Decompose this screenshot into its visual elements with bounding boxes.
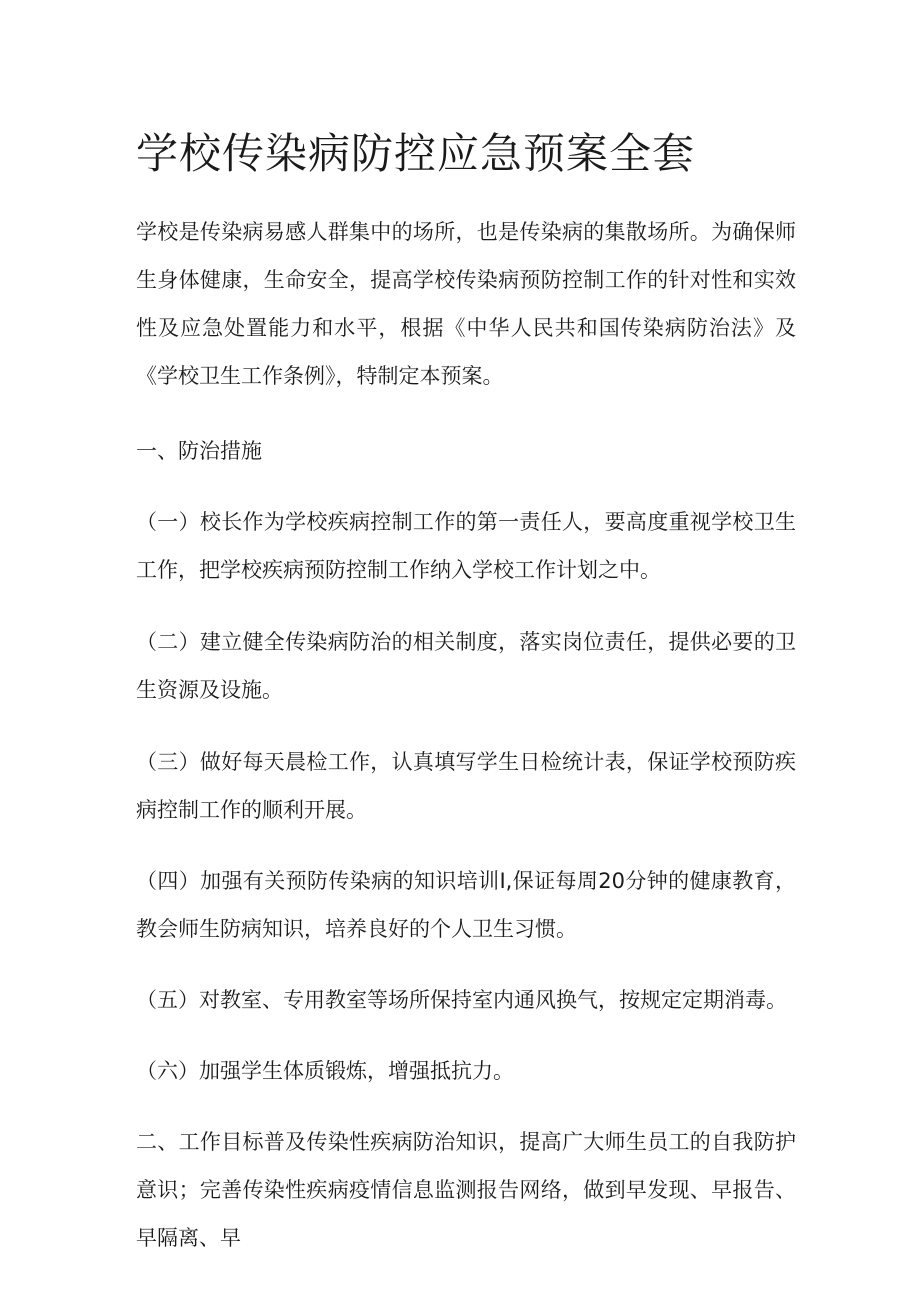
measure-item-2: （二）建立健全传染病防治的相关制度，落实岗位责任，提供必要的卫生资源及设施。 [136,630,796,702]
measure-item-5: （五）对教室、专用教室等场所保持室内通风换气，按规定定期消毒。 [136,988,787,1012]
section-work-goals: 二、工作目标普及传染性疾病防治知识，提高广大师生员工的自我防护意识；完善传染性疾病疫情信息监测报告网络，做到早发现、早报告、早隔离、早 [136,1130,796,1250]
measure-item-4: （四）加强有关预防传染病的知识培训I,保证每周20分钟的健康教育，教会师生防病知识，培养良好的个人卫生习惯。 [136,869,796,941]
document-title: 学校传染病防控应急预案全套 [136,129,696,178]
section-heading-prevention: 一、防治措施 [136,439,262,463]
measure-item-3: （三）做好每天晨检工作，认真填写学生日检统计表，保证学校预防疾病控制工作的顺利开展。 [136,750,796,822]
measure-item-1: （一）校长作为学校疾病控制工作的第一责任人，要高度重视学校卫生工作，把学校疾病预防控制工作纳入学校工作计划之中。 [136,510,796,582]
intro-paragraph: 学校是传染病易感人群集中的场所，也是传染病的集散场所。为确保师生身体健康，生命安全，提高学校传染病预防控制工作的针对性和实效性及应急处置能力和水平，根据《中华人民共和国传染病防治法》及《学校卫生工作条例》，特制定本预案。 [136,220,796,388]
measure-item-6: （六）加强学生体质锻炼，增强抵抗力。 [136,1059,514,1083]
